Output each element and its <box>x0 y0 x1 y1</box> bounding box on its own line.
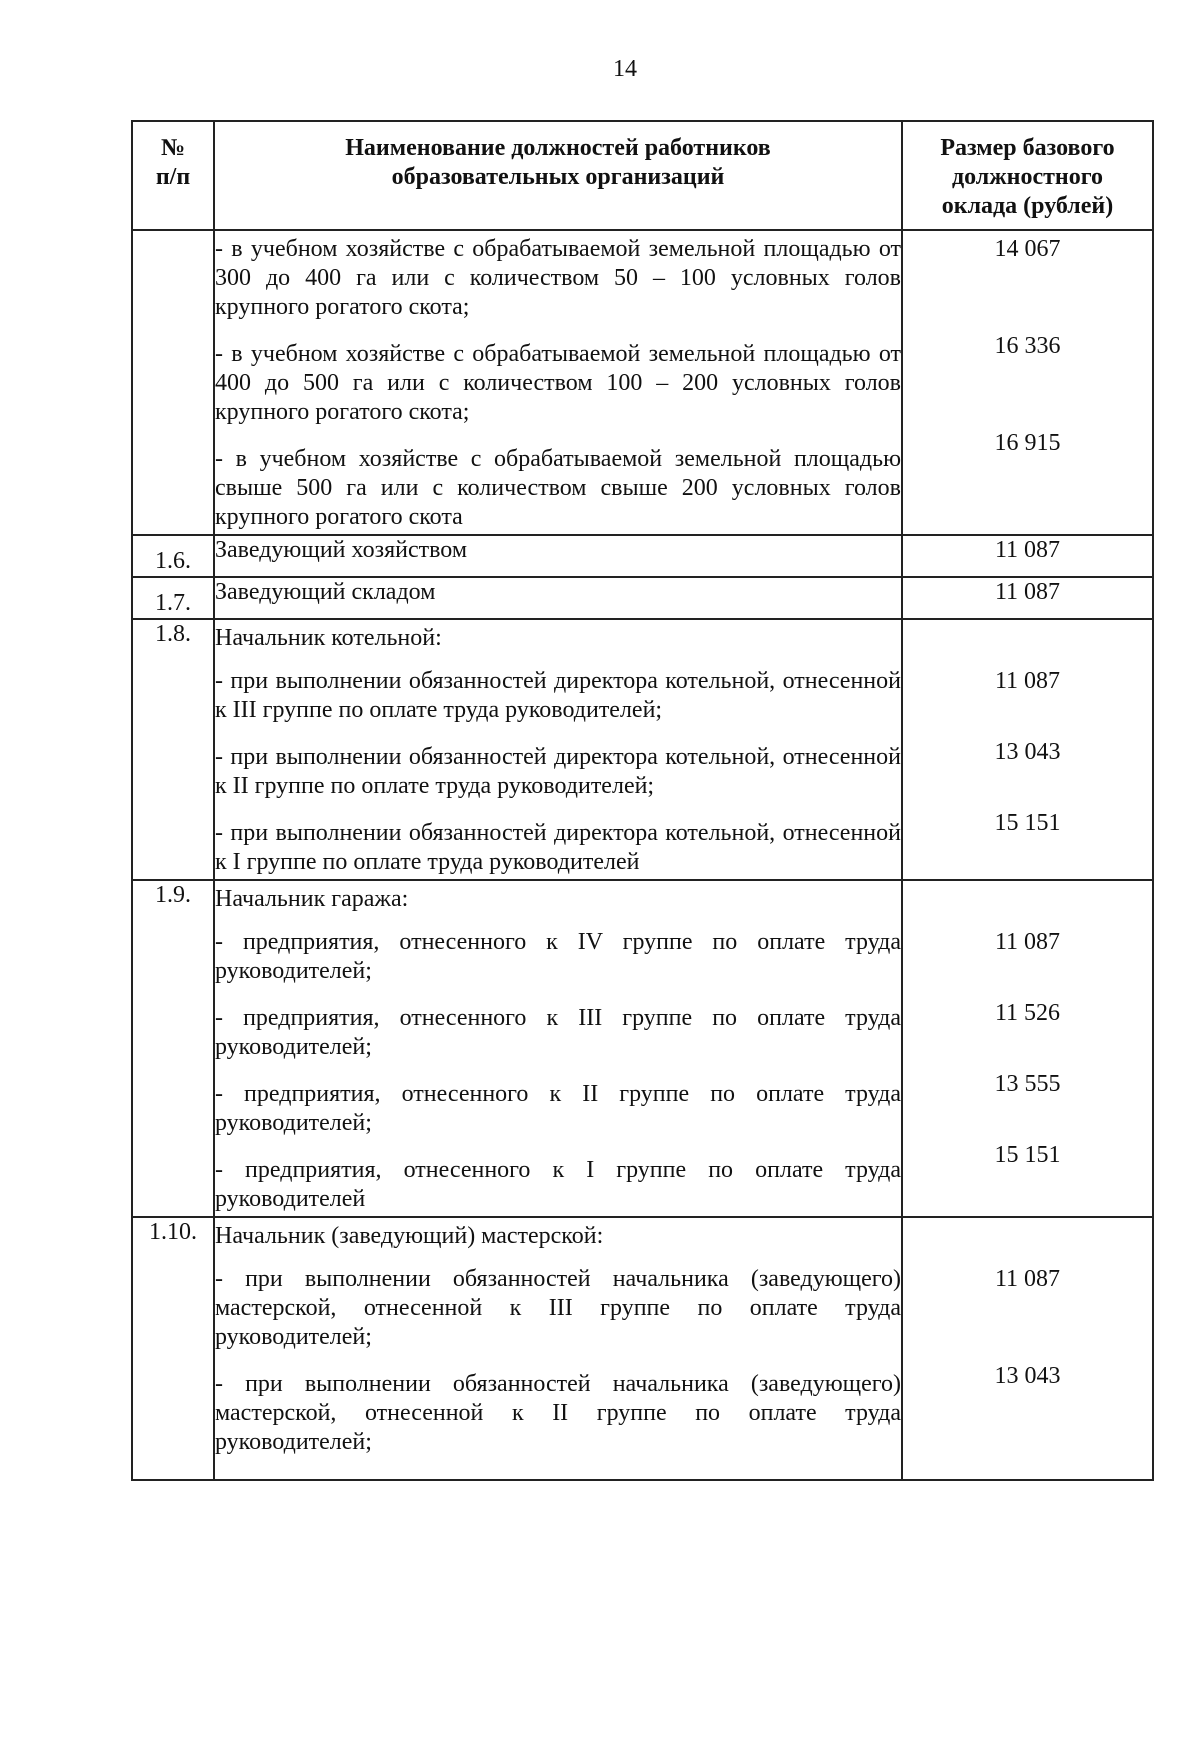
row-title: Начальник (заведующий) мастерской: <box>215 1223 604 1249</box>
list-item: - при выполнении обязанностей начальника (заведующего) мастерской, отнесенной к III группе по оплате труда руководителей; <box>215 1266 901 1350</box>
list-item: - при выполнении обязанностей директора котельной, отнесенной к III группе по оплате труда руководителей; <box>215 668 901 723</box>
row-num: 1.8. <box>132 619 214 880</box>
table-row <box>132 1217 1153 1480</box>
page-number: 14 <box>613 56 637 82</box>
list-item: - в учебном хозяйстве с обрабатываемой земельной площадью от 400 до 500 га или с количеством 100 – 200 условных голов крупного рогатого скота; <box>215 341 901 425</box>
row-values <box>902 880 1153 1217</box>
list-item: - при выполнении обязанностей директора котельной, отнесенной к I группе по оплате труда руководителей <box>215 820 901 875</box>
row-body <box>214 230 902 535</box>
header-num: № п/п <box>132 121 214 230</box>
table-row <box>132 535 1153 577</box>
row-num: 1.9. <box>132 880 214 1217</box>
salary-value: 11 087 <box>902 577 1153 619</box>
row-body <box>214 619 902 880</box>
list-item: - при выполнении обязанностей директора котельной, отнесенной к II группе по оплате труда руководителей; <box>215 744 901 799</box>
row-body <box>214 880 902 1217</box>
row-num <box>132 230 214 535</box>
salary-value: 11 087 <box>902 535 1153 577</box>
row-values <box>902 230 1153 535</box>
header-salary: Размер базового должностного оклада (рублей) <box>902 121 1153 230</box>
salary-value: 11 087 <box>994 929 1061 955</box>
salary-value: 13 043 <box>994 739 1061 765</box>
list-item: - в учебном хозяйстве с обрабатываемой земельной площадью от 300 до 400 га или с количеством 50 – 100 условных голов крупного рогатого скота; <box>215 236 901 320</box>
row-num: 1.10. <box>132 1217 214 1480</box>
row-values <box>902 1217 1153 1480</box>
salary-value: 15 151 <box>994 810 1061 836</box>
list-item: - в учебном хозяйстве с обрабатываемой земельной площадью свыше 500 га или с количеством свыше 200 условных голов крупного рогатого скота <box>215 446 901 530</box>
header-name: Наименование должностей работников образовательных организаций <box>214 121 902 230</box>
salary-value: 14 067 <box>994 236 1061 262</box>
salary-table <box>131 120 1154 1481</box>
row-num: 1.6. <box>132 535 214 577</box>
list-item: - предприятия, отнесенного к III группе по оплате труда руководителей; <box>215 1005 901 1060</box>
row-title: Начальник котельной: <box>215 625 442 651</box>
salary-value: 11 087 <box>994 1266 1061 1292</box>
salary-value: 16 915 <box>994 430 1061 456</box>
list-item: - предприятия, отнесенного к IV группе по оплате труда руководителей; <box>215 929 901 984</box>
salary-value: 16 336 <box>994 333 1061 359</box>
row-num: 1.7. <box>132 577 214 619</box>
row-values <box>902 619 1153 880</box>
salary-value: 11 087 <box>994 668 1061 694</box>
list-item: - предприятия, отнесенного к I группе по оплате труда руководителей <box>215 1157 901 1212</box>
table-row <box>132 577 1153 619</box>
list-item: - при выполнении обязанностей начальника (заведующего) мастерской, отнесенной к II группе по оплате труда руководителей; <box>215 1371 901 1455</box>
salary-value: 13 555 <box>994 1071 1061 1097</box>
table-row <box>132 619 1153 880</box>
row-title: Заведующий хозяйством <box>214 535 902 577</box>
salary-value: 13 043 <box>994 1363 1061 1389</box>
table-row-continuation <box>132 230 1153 535</box>
row-title: Начальник гаража: <box>215 886 409 912</box>
salary-value: 15 151 <box>994 1142 1061 1168</box>
list-item: - предприятия, отнесенного к II группе по оплате труда руководителей; <box>215 1081 901 1136</box>
table-row <box>132 880 1153 1217</box>
row-body <box>214 1217 902 1480</box>
salary-value: 11 526 <box>994 1000 1061 1026</box>
row-title: Заведующий складом <box>214 577 902 619</box>
table-header-row <box>132 121 1153 230</box>
